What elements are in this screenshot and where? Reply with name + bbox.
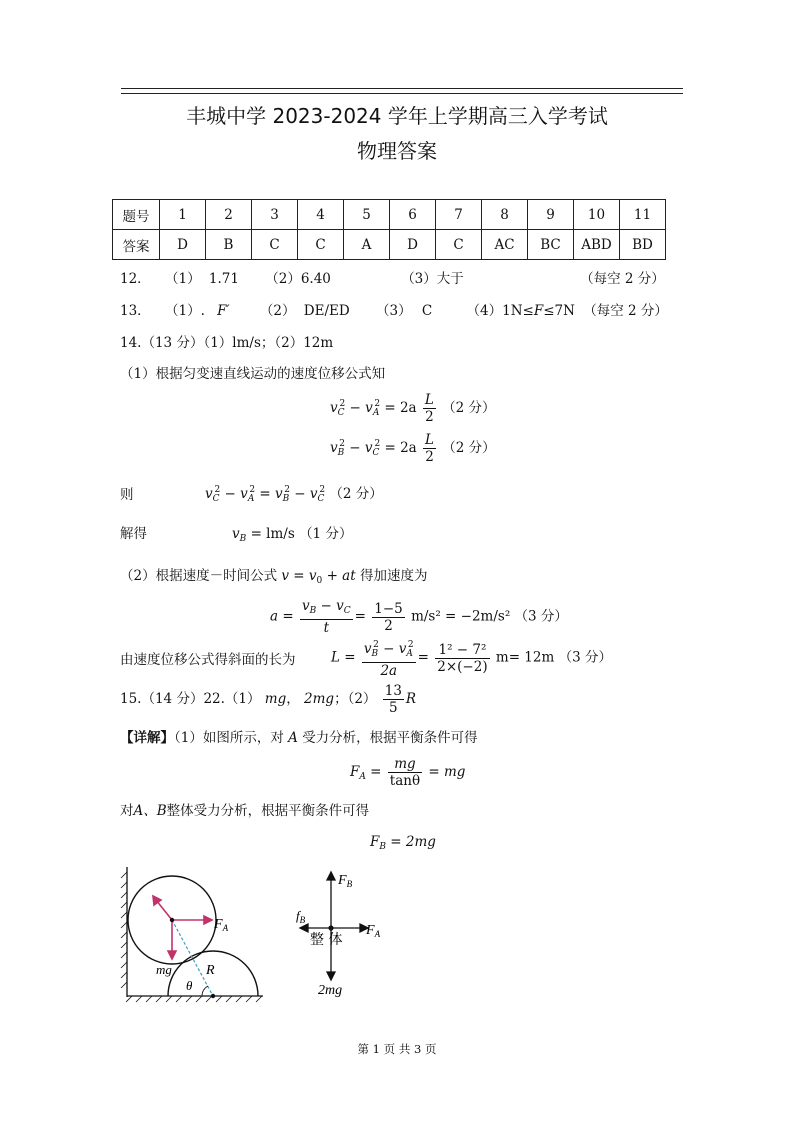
svg-text:FA: $F_A$ — [214, 917, 229, 933]
q14-eq1-frac: $\frac{L}{2}$ — [424, 392, 434, 425]
svg-text:fB: $f_B$ — [296, 908, 306, 925]
center-line — [172, 920, 213, 996]
q14-eq3: $v_C^2 - v_A^2 = v_B^2 - v_C^2$ （2 分） — [205, 485, 383, 504]
q14-vb-score: （1 分） — [299, 526, 353, 542]
table-cell: ABD — [574, 230, 620, 260]
q14-then-label: 则 — [120, 487, 134, 503]
q14-step2-formula-rest: + at — [326, 568, 356, 584]
q14-len-frac1: $\frac{v_B^2 - v_A^2}{2a}$ — [362, 637, 416, 679]
table-cell: D — [390, 230, 436, 260]
table-row-numbers — [113, 200, 666, 230]
r-label: R — [206, 963, 215, 978]
q14-step2-formula: v = v — [281, 568, 317, 584]
table-cell: D — [160, 230, 206, 260]
q15-whole: 对A、B整体受力分析，根据平衡条件可得 — [120, 803, 370, 819]
q12-part1-answer: 1.71 — [208, 271, 239, 287]
q14-heading: 14.（13 分）（1）lm/s；（2）12m — [120, 335, 334, 351]
subject-title: 物理答案 — [357, 139, 437, 163]
q15-2mg: 2mg — [304, 691, 335, 707]
q15-heading: 15.（14 分）22.（1） mg， 2mg；（2） $\frac{13}{5}$ R — [120, 683, 417, 716]
q13-part4-bound: ≤7N — [543, 303, 575, 319]
table-cell: 2 — [206, 200, 252, 230]
mg-label: mg — [156, 962, 172, 977]
cylinder-force-diagram — [118, 862, 278, 1007]
table-cell: 6 — [390, 200, 436, 230]
q14-len-tail: m= 12m — [495, 649, 555, 666]
fb-label: F — [338, 873, 347, 888]
q15-fb-eq: $F_B = 2mg$ — [370, 834, 436, 852]
q13-part1-label: （1）. — [164, 303, 205, 319]
q13-part1-answer: F′ — [217, 303, 230, 319]
q14-eq1-rhs: = 2a — [384, 400, 417, 416]
q13-line — [120, 299, 668, 319]
q13-part3-answer: C — [421, 303, 433, 319]
answer-table — [112, 199, 666, 260]
table-cell: 3 — [252, 200, 298, 230]
header-rule-thick — [121, 88, 683, 89]
fa-label: F — [214, 917, 223, 932]
q14-acc-frac2: $\frac{1-5}{2}$ — [374, 600, 403, 634]
svg-text:FB: $F_B$ — [338, 873, 353, 889]
q13-part2-label: （2） — [259, 303, 296, 319]
q15-frac: $\frac{13}{5}$ — [384, 683, 402, 716]
q15-head: 15.（14 分）22.（1） — [120, 691, 261, 707]
q14-acc-lhs: a = — [270, 608, 294, 625]
q14-eq2-score: （2 分） — [442, 440, 496, 456]
q13-part4-f: F — [533, 303, 544, 319]
q15-mg: mg — [264, 691, 287, 707]
table-cell: 8 — [482, 200, 528, 230]
table-row-answers — [113, 230, 666, 260]
table-cell: A — [344, 230, 390, 260]
q14-len-score: （3 分） — [558, 649, 612, 666]
2mg-label: 2mg — [318, 983, 343, 998]
q14-len-frac2: $\frac{\text{1² − 7²}}{2\times(-2)}$ — [437, 641, 488, 675]
q13-score: （每空 2 分） — [583, 303, 668, 319]
q14-length-text: 由速度位移公式得斜面的长为 — [120, 652, 296, 668]
q14-step1: （1）根据匀变速直线运动的速度位移公式知 — [120, 366, 386, 382]
q15-detail: 【详解】（1）如图所示，对 A 受力分析，根据平衡条件可得 — [120, 730, 478, 746]
q15-fa-eq: $F_A$ = $\frac{mg}{\tan\theta}$ = mg — [350, 756, 466, 789]
q14-step2: （2）根据速度－时间公式 $v = v_0$ + at 得加速度为 — [120, 568, 428, 586]
q13-part4-label: （4）1N≤ — [466, 303, 534, 319]
table-cell: 10 — [574, 200, 620, 230]
whole-system-diagram — [288, 862, 398, 1002]
header-rule-thin — [121, 93, 683, 94]
q15-fa-frac: $\frac{mg}{\tan\theta}$ — [389, 756, 421, 789]
q14-step2-text-b: 得加速度为 — [359, 568, 428, 584]
q14-acc-score: （3 分） — [514, 608, 568, 625]
q14-eq3-score: （2 分） — [329, 486, 383, 502]
q14-acc-frac1: $\frac{v_B - v_C}{t}$ — [301, 598, 351, 636]
q12-number: 12． — [120, 271, 151, 287]
q12-line — [120, 267, 665, 287]
table-cell: C — [252, 230, 298, 260]
q13-number: 13． — [120, 303, 151, 319]
whole-label: 整 体 — [310, 932, 343, 948]
table-cell: B — [206, 230, 252, 260]
school-title: 丰城中学 2023-2024 学年上学期高三入学考试 — [186, 104, 608, 128]
svg-text:FA: $F_A$ — [366, 923, 381, 939]
fa-right-label: F — [366, 923, 375, 938]
q12-part3: （3）大于 — [401, 271, 464, 287]
table-cell: BC — [528, 230, 574, 260]
q14-eq2-frac: $\frac{L}{2}$ — [425, 432, 434, 465]
q14-eq1: $v_C^2 - v_A^2 = 2a$ $\frac{L}{2}$ （2 分） — [330, 392, 496, 425]
q13-part3-label: （3） — [376, 303, 412, 319]
table-cell: 1 — [160, 200, 206, 230]
q13-part2-answer: DE/ED — [303, 303, 350, 319]
table-cell: C — [436, 230, 482, 260]
q14-len-lhs: L = — [331, 649, 356, 666]
table-cell: C — [298, 230, 344, 260]
q14-length-eq: L = $\frac{v_B^2 - v_A^2}{2a}$ = $\frac{\text{1² − 7²}}{2\times(-2)}$ m= 12m （3 分） — [331, 637, 612, 679]
friction-label: f — [296, 908, 300, 923]
q12-part2: （2）6.40 — [265, 271, 331, 287]
table-cell: 7 — [436, 200, 482, 230]
q14-acc-eq: a = $\frac{v_B - v_C}{t}$ = $\frac{1-5}{2}$ m/s² = −2m/s² （3 分） — [270, 598, 568, 636]
q14-solve-label: 解得 — [120, 526, 147, 542]
table-cell: AC — [482, 230, 528, 260]
q15-detail-tag: 【详解】 — [120, 730, 174, 746]
table-cell: BD — [620, 230, 666, 260]
theta-label: θ — [186, 978, 193, 993]
q14-eq1-score: （2 分） — [442, 400, 496, 416]
table-header-cell: 题号 — [113, 200, 160, 230]
q14-vb-value: = lm/s — [250, 526, 295, 542]
table-cell: 9 — [528, 200, 574, 230]
page-footer: 第 1 页 共 3 页 — [357, 1042, 437, 1056]
q14-eq2: $v_B^2 - v_C^2 = 2a$ $\frac{L}{2}$ （2 分） — [330, 432, 496, 465]
table-cell: 4 — [298, 200, 344, 230]
q14-eq2-rhs: = 2a — [384, 440, 417, 456]
q14-step2-text: （2）根据速度－时间公式 — [120, 568, 278, 584]
table-cell: 5 — [344, 200, 390, 230]
table-cell: 11 — [620, 200, 666, 230]
q12-score: （每空 2 分） — [580, 271, 665, 287]
q12-part1-label: （1） — [164, 271, 201, 287]
table-header-cell: 答案 — [113, 230, 160, 260]
q14-acc-tail: m/s² = −2m/s² — [411, 608, 511, 625]
q14-vb-result: $v_B = lm/s$ （1 分） — [232, 526, 353, 544]
